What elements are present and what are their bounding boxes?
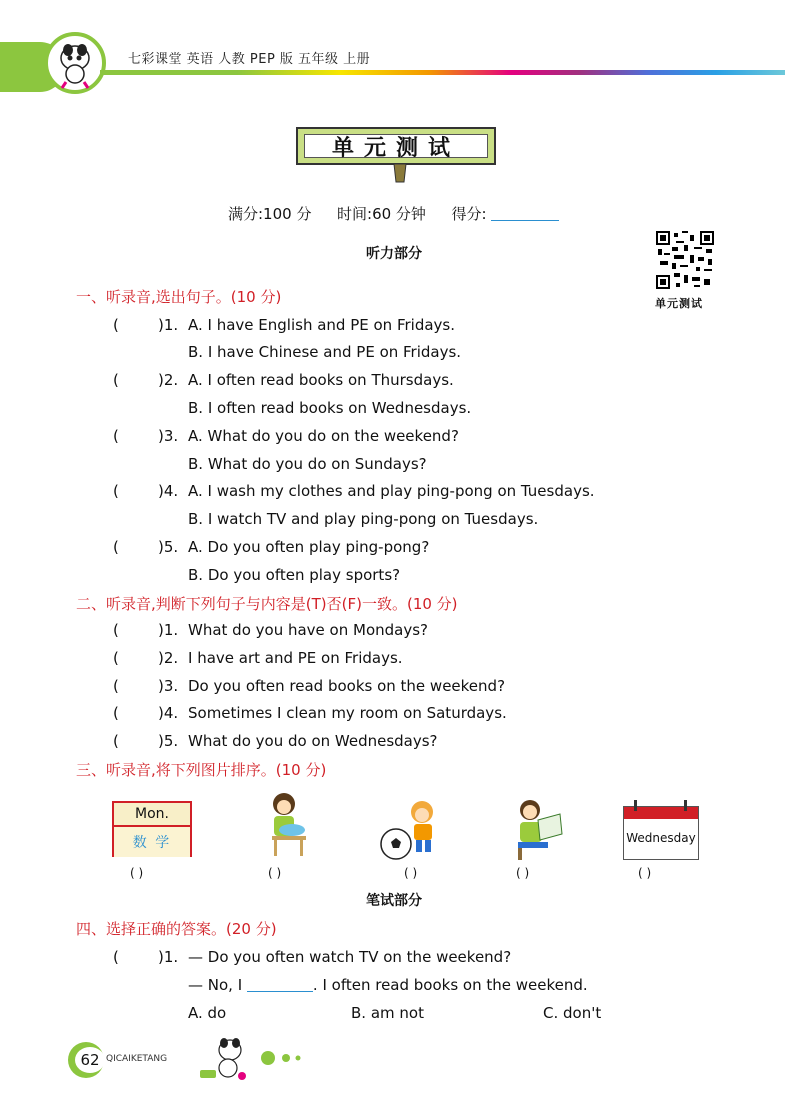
schedule-card bbox=[112, 801, 192, 857]
s2-q1-num: )1. bbox=[158, 621, 179, 639]
s2-q5-text: What do you do on Wednesdays? bbox=[188, 732, 438, 750]
s4-q1-line2 bbox=[188, 976, 588, 994]
page-number: 62 bbox=[75, 1047, 105, 1073]
scroll-tassel-icon bbox=[390, 162, 410, 184]
answer-paren[interactable]: ( bbox=[113, 732, 119, 750]
s4-q1-line2-pre: — No, I bbox=[188, 976, 243, 994]
s1-q3-num: )3. bbox=[158, 427, 179, 445]
schedule-day: Mon. bbox=[114, 803, 190, 827]
s1-q1-num: )1. bbox=[158, 316, 179, 334]
mascot-badge bbox=[44, 32, 106, 94]
picture-1-paren[interactable]: ( ) bbox=[130, 866, 144, 880]
boy-playing-soccer-icon bbox=[380, 796, 446, 862]
section-4-heading: 四、选择正确的答案。(20 分) bbox=[76, 920, 277, 938]
answer-paren[interactable]: ( bbox=[113, 482, 119, 500]
page-title: 单元测试 bbox=[304, 134, 488, 158]
qr-caption: 单元测试 bbox=[655, 297, 703, 310]
header-rainbow-bar bbox=[100, 70, 785, 75]
s1-q5-option-b: B. Do you often play sports? bbox=[188, 566, 401, 584]
answer-paren[interactable]: ( bbox=[113, 371, 119, 389]
calendar-card bbox=[623, 806, 699, 860]
s2-q3-text: Do you often read books on the weekend? bbox=[188, 677, 506, 695]
s2-q1-text: What do you have on Mondays? bbox=[188, 621, 428, 639]
picture-4-paren[interactable]: ( ) bbox=[516, 866, 530, 880]
s1-q4-option-b: B. I watch TV and play ping-pong on Tuesdays. bbox=[188, 510, 539, 528]
header-title: 七彩课堂 英语 人教 PEP 版 五年级 上册 bbox=[128, 52, 371, 67]
s4-q1-num: )1. bbox=[158, 948, 179, 966]
score-blank[interactable] bbox=[491, 220, 559, 221]
score-label: 得分: bbox=[451, 205, 487, 223]
section-1-heading: 一、听录音,选出句子。(10 分) bbox=[76, 288, 282, 306]
s1-q2-option-a: A. I often read books on Thursdays. bbox=[188, 371, 454, 389]
s1-q3-option-b: B. What do you do on Sundays? bbox=[188, 455, 427, 473]
boy-reading-book-icon bbox=[512, 796, 568, 862]
s2-q5-num: )5. bbox=[158, 732, 179, 750]
s4-q1-blank[interactable] bbox=[247, 991, 313, 992]
footer-dots-icon bbox=[260, 1050, 306, 1066]
panda-cleaning-icon bbox=[196, 1036, 252, 1082]
calendar-day: Wednesday bbox=[626, 831, 696, 845]
s1-q5-num: )5. bbox=[158, 538, 179, 556]
s2-q2-num: )2. bbox=[158, 649, 179, 667]
full-score: 满分:100 分 bbox=[228, 205, 312, 223]
s4-q1-option-c: C. don't bbox=[543, 1004, 602, 1022]
unit-test-title-box bbox=[296, 127, 496, 165]
s1-q1-option-a: A. I have English and PE on Fridays. bbox=[188, 316, 456, 334]
s1-q2-num: )2. bbox=[158, 371, 179, 389]
answer-paren[interactable]: ( bbox=[113, 677, 119, 695]
answer-paren[interactable]: ( bbox=[113, 704, 119, 722]
section-2-heading: 二、听录音,判断下列句子与内容是(T)否(F)一致。(10 分) bbox=[76, 595, 458, 613]
listening-part-heading: 听力部分 bbox=[366, 246, 422, 262]
s2-q2-text: I have art and PE on Fridays. bbox=[188, 649, 403, 667]
picture-2-paren[interactable]: ( ) bbox=[268, 866, 282, 880]
answer-paren[interactable]: ( bbox=[113, 948, 119, 966]
writing-part-heading: 笔试部分 bbox=[366, 893, 422, 909]
qr-code-icon[interactable] bbox=[656, 231, 714, 289]
score-line bbox=[228, 203, 559, 224]
s2-q3-num: )3. bbox=[158, 677, 179, 695]
s2-q4-num: )4. bbox=[158, 704, 179, 722]
s1-q1-option-b: B. I have Chinese and PE on Fridays. bbox=[188, 343, 462, 361]
s1-q4-option-a: A. I wash my clothes and play ping-pong on Tuesdays. bbox=[188, 482, 595, 500]
answer-paren[interactable]: ( bbox=[113, 427, 119, 445]
answer-paren[interactable]: ( bbox=[113, 538, 119, 556]
picture-3-paren[interactable]: ( ) bbox=[404, 866, 418, 880]
s1-q3-option-a: A. What do you do on the weekend? bbox=[188, 427, 459, 445]
s4-q1-line1: — Do you often watch TV on the weekend? bbox=[188, 948, 512, 966]
section-3-heading: 三、听录音,将下列图片排序。(10 分) bbox=[76, 761, 327, 779]
s1-q5-option-a: A. Do you often play ping-pong? bbox=[188, 538, 430, 556]
schedule-subject: 数 学 bbox=[114, 827, 190, 857]
girl-washing-clothes-icon bbox=[262, 790, 312, 860]
s1-q4-num: )4. bbox=[158, 482, 179, 500]
answer-paren[interactable]: ( bbox=[113, 621, 119, 639]
s4-q1-line2-post: . I often read books on the weekend. bbox=[312, 976, 588, 994]
panda-mascot-icon bbox=[48, 36, 102, 90]
footer-brand: QICAIKETANG bbox=[106, 1054, 168, 1064]
calendar-rings-icon bbox=[628, 800, 694, 812]
picture-5-paren[interactable]: ( ) bbox=[638, 866, 652, 880]
time-limit: 时间:60 分钟 bbox=[337, 205, 426, 223]
s2-q4-text: Sometimes I clean my room on Saturdays. bbox=[188, 704, 507, 722]
answer-paren[interactable]: ( bbox=[113, 649, 119, 667]
s1-q2-option-b: B. I often read books on Wednesdays. bbox=[188, 399, 472, 417]
s4-q1-option-b: B. am not bbox=[351, 1004, 424, 1022]
s4-q1-option-a: A. do bbox=[188, 1004, 227, 1022]
answer-paren[interactable]: ( bbox=[113, 316, 119, 334]
